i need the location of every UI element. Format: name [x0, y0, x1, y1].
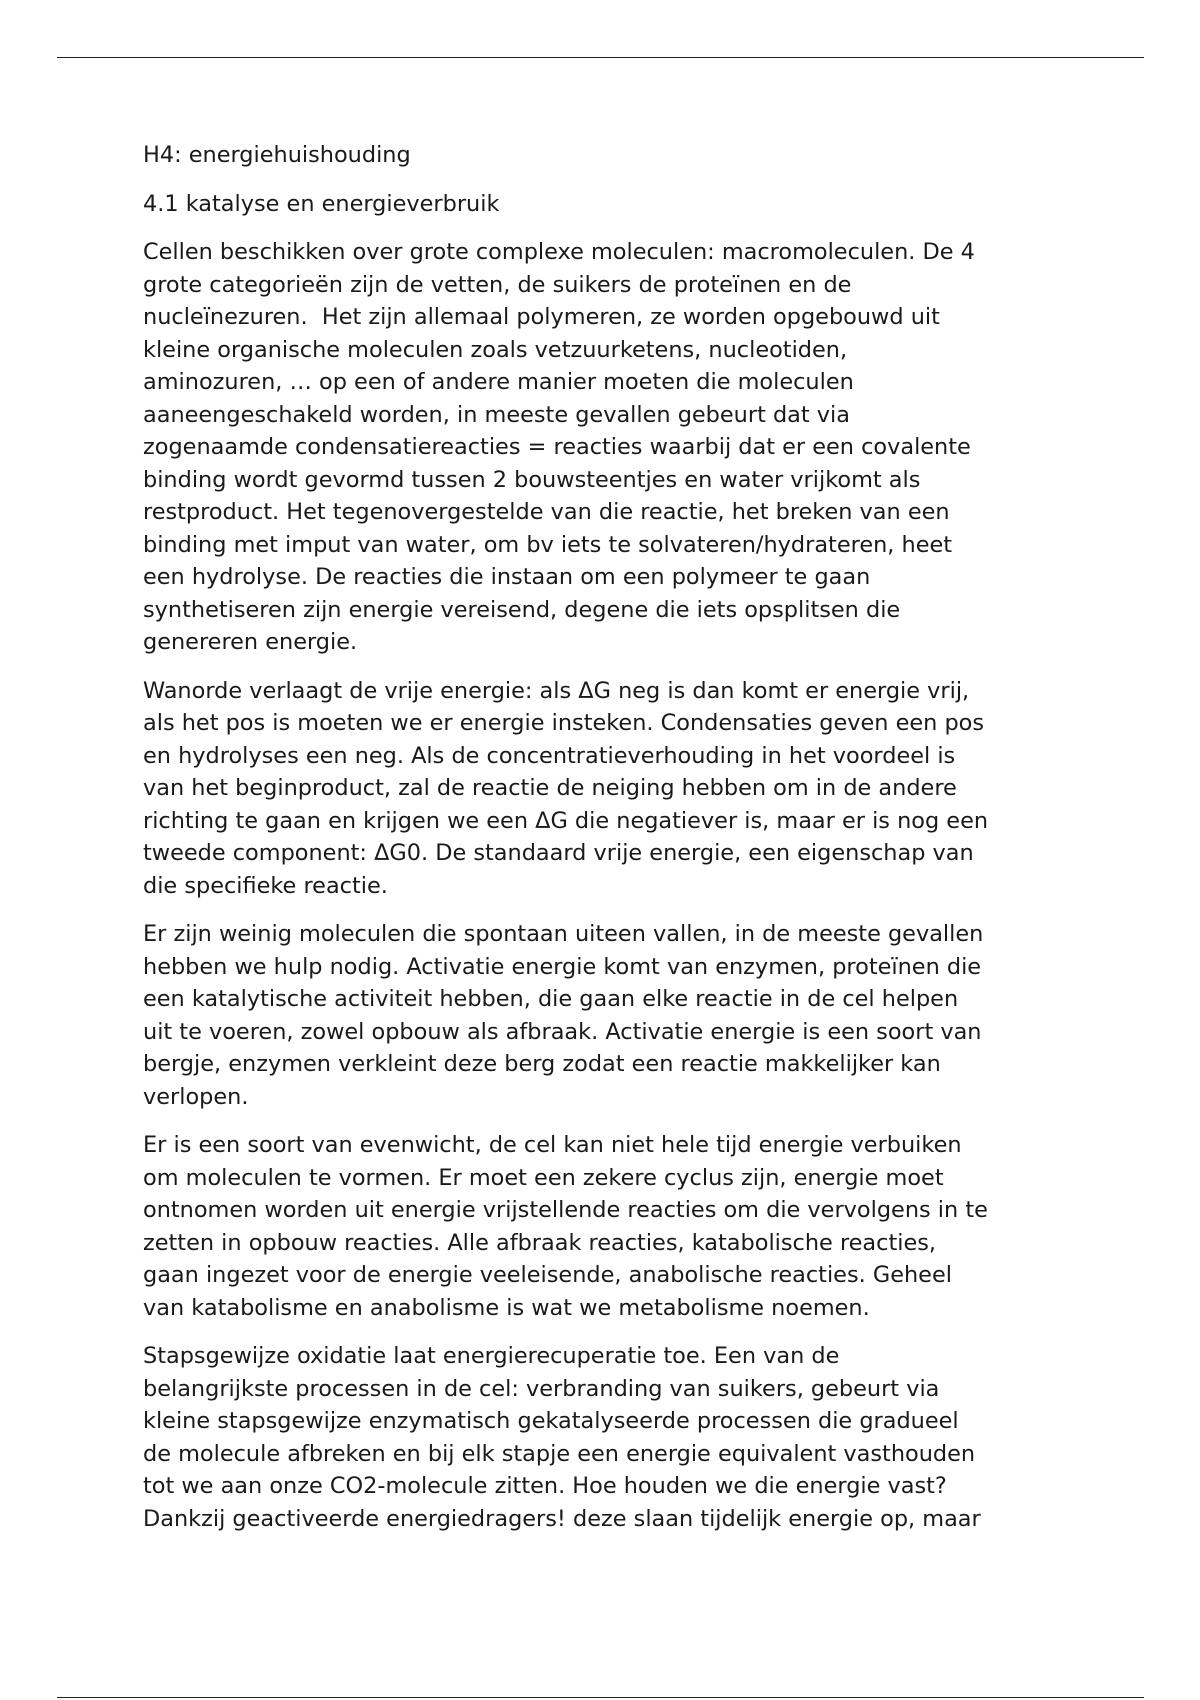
document-body — [143, 139, 1073, 1551]
footer-rule — [57, 1697, 1144, 1698]
paragraph: Wanorde verlaagt de vrije energie: als ΔG neg is dan komt er energie vrij, als het pos is moeten we er energie insteken. Condensaties geven een pos en hydrolyses een neg. Als de concentratieverhouding in het voordeel is van het beginproduct, zal de reactie de neiging hebben om in de andere richting te gaan en krijgen we een ΔG die negatiever is, maar er is nog een tweede component: ΔG0. De standaard vrije energie, een eigenschap van die specifieke reactie. — [143, 677, 989, 899]
section-title: 4.1 katalyse en energieverbruik — [143, 190, 500, 217]
paragraph: Stapsgewijze oxidatie laat energierecuperatie toe. Een van de belangrijkste processen in de cel: verbranding van suikers, gebeurt via kleine stapsgewijze enzymatisch gekatalyseerde processen die gradueel de molecule afbreken en bij elk stapje een energie equivalent vasthouden tot we aan onze CO2-molecule zitten. Hoe houden we die energie vast? Dankzij geactiveerde energiedragers! deze slaan tijdelijk energie op, maar — [143, 1343, 981, 1532]
chapter-title: H4: energiehuishouding — [143, 142, 411, 168]
paragraph: Er zijn weinig moleculen die spontaan uiteen vallen, in de meeste gevallen hebben we hulp nodig. Activatie energie komt van enzymen, proteïnen die een katalytische activiteit hebben, die gaan elke reactie in de cel helpen uit te voeren, zowel opbouw als afbraak. Activatie energie is een soort van bergje, enzymen verkleint deze berg zodat een reactie makkelijker kan verlopen. — [143, 921, 984, 1110]
header-rule — [57, 57, 1144, 58]
paragraph: Cellen beschikken over grote complexe moleculen: macromoleculen. De 4 grote categorieën zijn de vetten, de suikers de proteïnen en de nucleïnezuren. Het zijn allemaal polymeren, ze worden opgebouwd uit kleine organische moleculen zoals vetzuurketens, nucleotiden, aminozuren, … op een of andere manier moeten die moleculen aaneengeschakeld worden, in meeste gevallen gebeurt dat via zogenaamde condensatiereacties = reacties waarbij dat er een covalente binding wordt gevormd tussen 2 bouwsteentjes en water vrijkomt als restproduct. Het tegenovergestelde van die reactie, het breken van een binding met imput van water, om bv iets te solvateren/hydrateren, heet een hydrolyse. De reacties die instaan om een polymeer te gaan synthetiseren zijn energie vereisend, degene die iets opsplitsen die genereren energie. — [143, 239, 975, 655]
paragraph: Er is een soort van evenwicht, de cel kan niet hele tijd energie verbuiken om moleculen te vormen. Er moet een zekere cyclus zijn, energie moet ontnomen worden uit energie vrijstellende reacties om die vervolgens in te zetten in opbouw reacties. Alle afbraak reacties, katabolische reacties, gaan ingezet voor de energie veeleisende, anabolische reacties. Geheel van katabolisme en anabolisme is wat we metabolisme noemen. — [143, 1132, 988, 1321]
